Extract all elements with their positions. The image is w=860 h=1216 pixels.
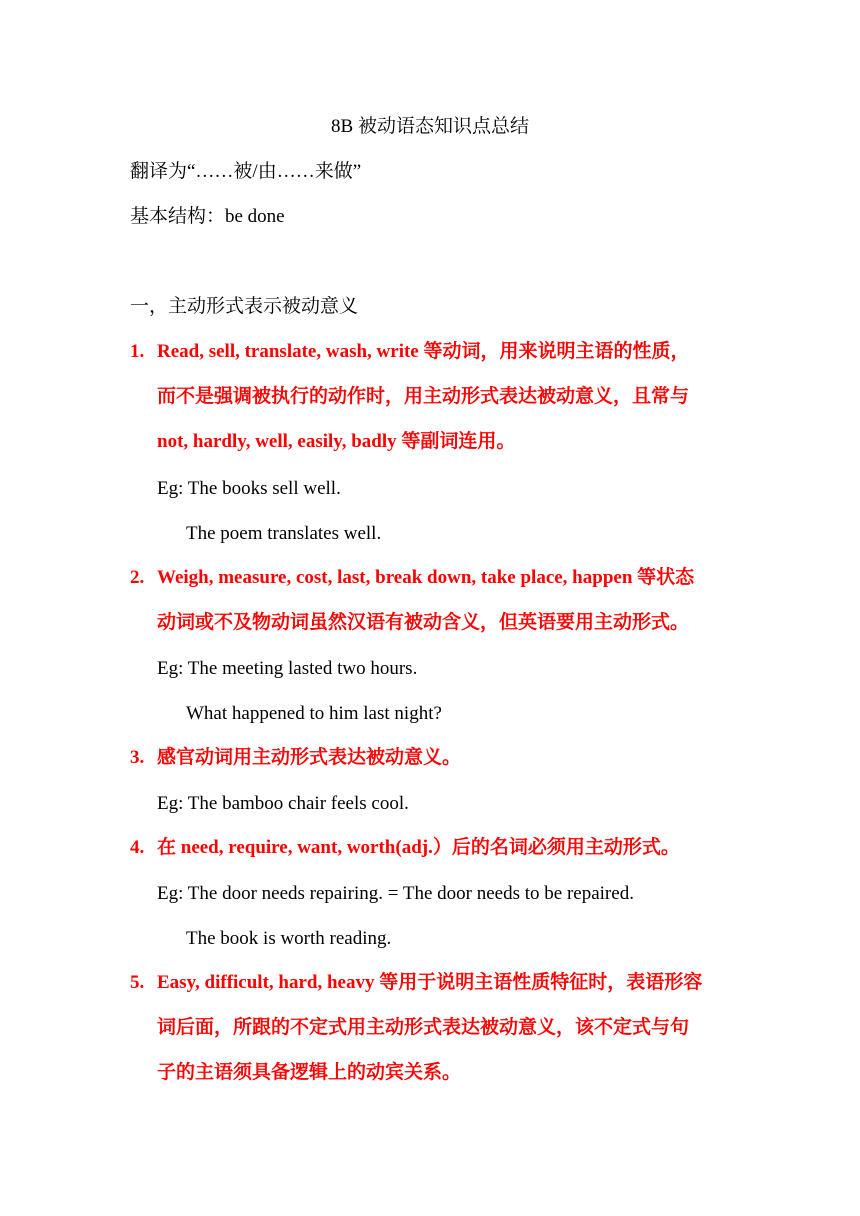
item-number: 5. bbox=[130, 972, 145, 993]
item-text-line: 而不是强调被执行的动作时，用主动形式表达被动意义，且常与 bbox=[157, 386, 690, 407]
intro-structure: 基本结构：be done bbox=[130, 206, 285, 227]
item-number: 2. bbox=[130, 567, 145, 588]
item-text-line: 动词或不及物动词虽然汉语有被动含义，但英语要用主动形式。 bbox=[157, 612, 690, 633]
example-sentence: The book is worth reading. bbox=[186, 928, 392, 949]
page-title: 8B 被动语态知识点总结 bbox=[331, 116, 529, 137]
example-sentence: Eg: The bamboo chair feels cool. bbox=[157, 793, 409, 814]
item-text-line: 感官动词用主动形式表达被动意义。 bbox=[157, 747, 462, 768]
example-sentence: Eg: The books sell well. bbox=[157, 478, 341, 499]
item-text-line: Weigh, measure, cost, last, break down, take place, happen 等状态 bbox=[157, 567, 695, 588]
example-sentence: Eg: The door needs repairing. = The door needs to be repaired. bbox=[157, 883, 634, 904]
item-text-line: not, hardly, well, easily, badly 等副词连用。 bbox=[157, 431, 516, 452]
item-number: 4. bbox=[130, 837, 145, 858]
example-sentence: Eg: The meeting lasted two hours. bbox=[157, 658, 418, 679]
item-text-line: Easy, difficult, hard, heavy 等用于说明主语性质特征时，表语形容 bbox=[157, 972, 703, 993]
item-number: 1. bbox=[130, 341, 145, 362]
item-number: 3. bbox=[130, 747, 145, 768]
intro-translation: 翻译为“……被/由……来做” bbox=[130, 161, 362, 182]
item-text-line: Read, sell, translate, wash, write 等动词，用来说明主语的性质， bbox=[157, 341, 690, 362]
item-text-line: 词后面，所跟的不定式用主动形式表达被动意义，该不定式与句 bbox=[157, 1017, 690, 1038]
item-text-line: 子的主语须具备逻辑上的动宾关系。 bbox=[157, 1062, 462, 1083]
example-sentence: The poem translates well. bbox=[186, 523, 382, 544]
section-heading: 一，主动形式表示被动意义 bbox=[130, 296, 359, 317]
example-sentence: What happened to him last night? bbox=[186, 703, 442, 724]
item-text-line: 在 need, require, want, worth(adj.）后的名词必须用主动形式。 bbox=[157, 837, 680, 858]
